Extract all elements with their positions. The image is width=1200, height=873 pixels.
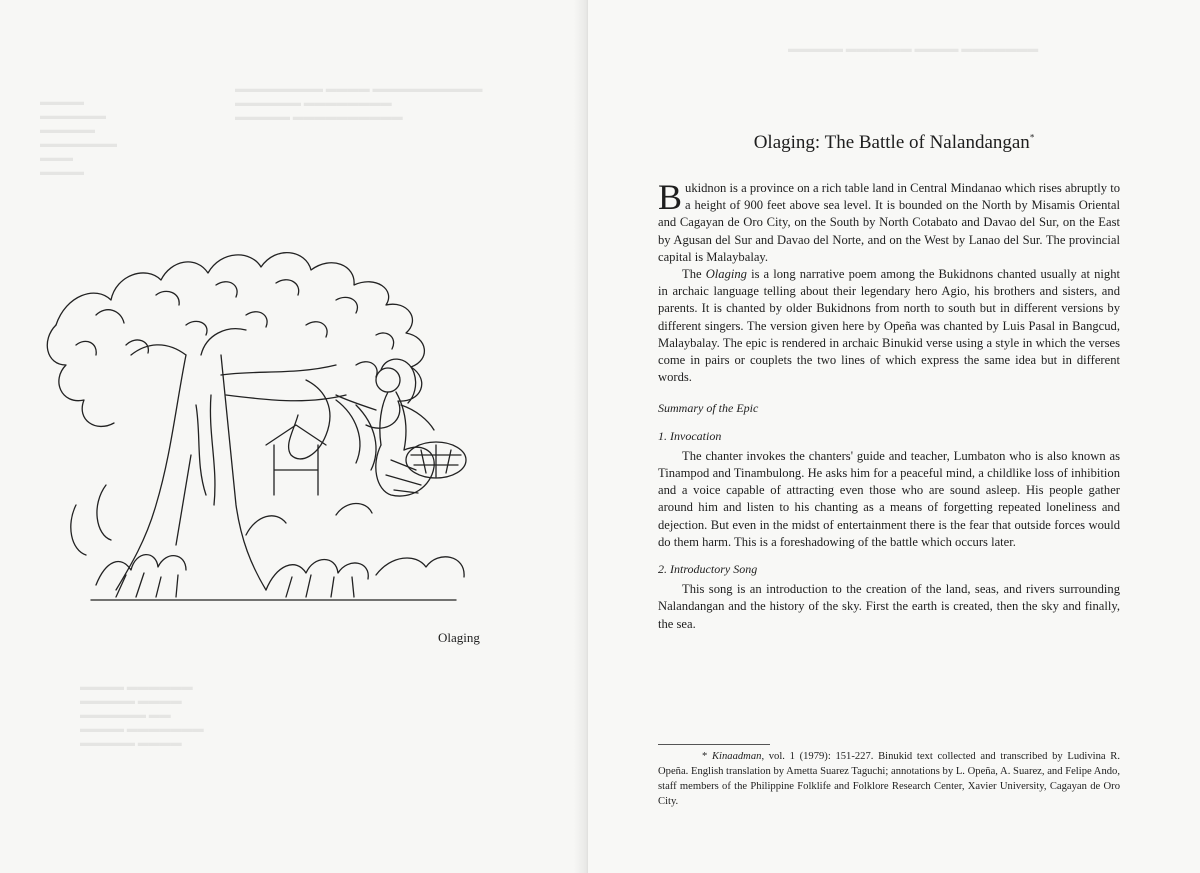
bleed-through-margin: ▬▬▬▬ ▬▬▬▬▬▬ ▬▬▬▬▬ ▬▬▬▬▬▬▬ ▬▬▬ ▬▬▬▬ — [40, 96, 117, 178]
olaging-term: Olaging — [705, 267, 747, 282]
footnote-body: , vol. 1 (1979): 151-227. Binukid text collected and transcribed by Ludivina R. Opeña. English translation by Ametta Suarez Taguchi; annotations by L. Opeña, A. Suarez, and Felipe Ando, staff members of the Philippine Folklife and Folklore Research Center, Xavier University, Cagayan de Oro City. — [658, 751, 1120, 807]
section-heading: 1. Invocation — [658, 428, 722, 443]
drop-cap: B — [658, 177, 683, 217]
footnote-source: Kinaadman — [711, 751, 762, 762]
article-body — [658, 177, 1120, 633]
illustration-caption: Olaging — [438, 630, 480, 645]
para2-text: is a long narrative poem among the Bukidnons chanted usually at night in archaic language telling about their legendary hero Agio, his brothers and sisters, and parents. It is chanted by older Bukidnons from north to south but in different versions by different singers. The version given here by Opeña was chanted by Luis Pasal in Bangcud, Malaybalay. The epic is rendered in archaic Binukid verse using a style in which the verses come in pairs or couplets the two lines of which express the same idea but in different words. — [658, 267, 1120, 385]
left-page — [0, 0, 588, 873]
title-footnote-marker: * — [1029, 132, 1035, 143]
intro-text: ukidnon is a province on a rich table land in Central Mindanao which rises abruptly to a height of 900 feet above sea level. It is bounded on the North by Misamis Oriental and Cagayan de Oro City, on the South by North Cotabato and Davao del Sur, on the East by Agusan del Sur and Davao del Norte, and on the West by Lanao del Sur. The provincial capital is Malaybalay. — [658, 181, 1120, 264]
bleed-through-text: ▬▬▬▬▬▬▬▬ ▬▬▬▬ ▬▬▬▬▬▬▬▬▬▬ ▬▬▬▬▬▬ ▬▬▬▬▬▬▬▬ ▬▬▬▬▬ ▬▬▬▬▬▬▬▬▬▬ — [235, 83, 483, 123]
title-text: Olaging: The Battle of Nalandangan — [753, 132, 1030, 153]
footnote-rule — [658, 744, 770, 745]
bleed-through-header: ▬▬▬▬▬ ▬▬▬▬▬▬ ▬▬▬▬ ▬▬▬▬▬▬▬ — [788, 43, 1039, 55]
page-title — [588, 132, 1200, 154]
footnote-text — [658, 749, 1120, 809]
footnote — [658, 744, 1120, 809]
para2-lead: The — [682, 267, 706, 282]
right-page — [588, 0, 1200, 873]
bleed-through-bottom: ▬▬▬▬ ▬▬▬▬▬▬ ▬▬▬▬▬ ▬▬▬▬ ▬▬▬▬▬▬ ▬▬ ▬▬▬▬ ▬▬▬▬▬▬▬ ▬▬▬▬▬ ▬▬▬▬ — [80, 681, 204, 749]
intro-paragraph — [658, 177, 1120, 266]
section-text: This song is an introduction to the creation of the land, seas, and rivers surrounding Nalandangan and the history of the sky. First the earth is created, then the sky and finally, the sea. — [658, 582, 1120, 631]
summary-heading: Summary of the Epic — [658, 401, 759, 416]
footnote-marker: * — [702, 751, 712, 762]
section-heading: 2. Introductory Song — [658, 562, 758, 577]
section-text: The chanter invokes the chanters' guide and teacher, Lumbaton who is also known as Tinampod and Tinambulong. He asks him for a peaceful mind, a childlike loss of inhibition and a voice capable of attracting even those who are sound asleep. His people gather around him and listen to his chanting as a means of forgetting repeated loneliness and dejection. But even in the midst of entertainment there is the fear that outside forces would do them harm. This is a foreshadowing of the battle which occurs later. — [658, 448, 1120, 549]
olaging-illustration — [36, 205, 496, 615]
olaging-paragraph — [658, 266, 1120, 386]
